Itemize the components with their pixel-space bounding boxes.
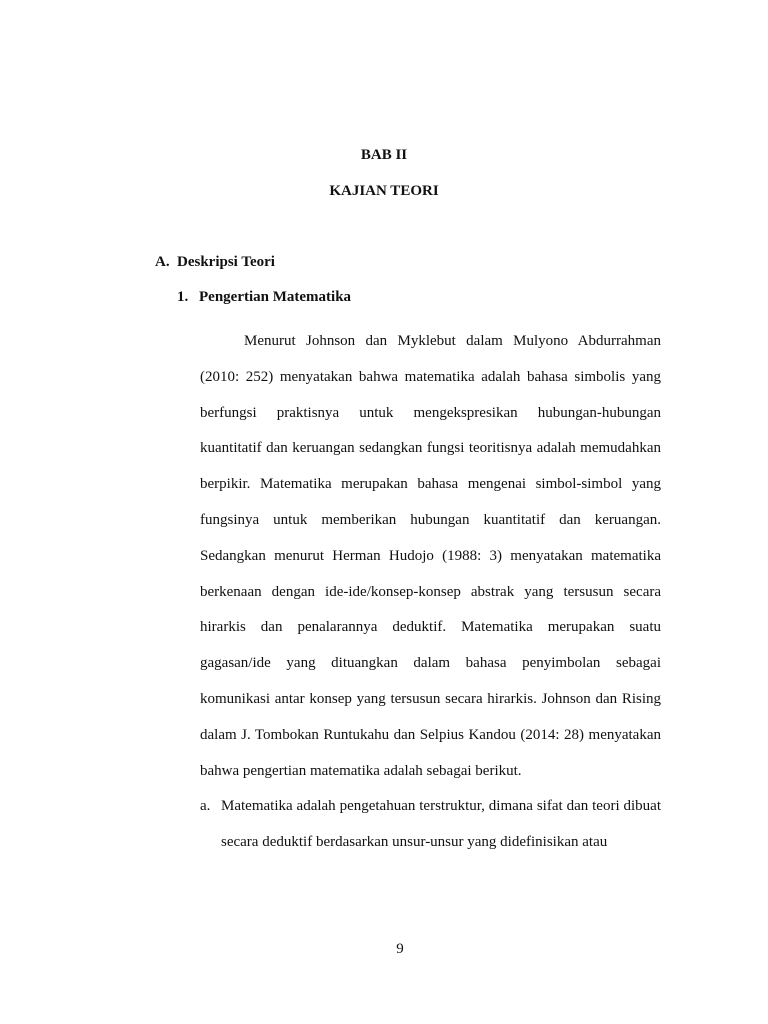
subsection-heading [177, 289, 351, 306]
page-number: 9 [396, 941, 404, 957]
list-item [200, 789, 661, 861]
subsection-title: Pengertian Matematika [199, 289, 352, 305]
section-title: Deskripsi Teori [177, 254, 275, 270]
list-item-text: Matematika adalah pengetahuan terstruktur, dimana sifat dan teori dibuat secara deduktif berdasarkan unsur-unsur yang didefinisikan atau [221, 798, 661, 850]
body-paragraph: Menurut Johnson dan Myklebut dalam Mulyono Abdurrahman (2010: 252) menyatakan bahwa matematika adalah bahasa simbolis yang berfungsi praktisnya untuk mengekspresikan hubungan-hubungan kuantitatif dan keruangan sedangkan fungsi teoritisnya adalah memudahkan berpikir. Matematika merupakan bahasa mengenai simbol-simbol yang fungsinya untuk memberikan hubungan kuantitatif dan keruangan. Sedangkan menurut Herman Hudojo (1988: 3) menyatakan matematika berkenaan dengan ide-ide/konsep-konsep abstrak yang tersusun secara hirarkis dan penalarannya deduktif. Matematika merupakan suatu gagasan/ide yang dituangkan dalam bahasa penyimbolan sebagai komunikasi antar konsep yang tersusun secara hirarkis. Johnson dan Rising dalam J. Tombokan Runtukahu dan Selpius Kandou (2014: 28) menyatakan bahwa pengertian matematika adalah sebagai berikut. [200, 333, 661, 779]
list-item-marker: a. [200, 798, 211, 814]
chapter-number: BAB II [360, 147, 408, 163]
section-marker: A. [155, 254, 170, 270]
chapter-title: KAJIAN TEORI [329, 183, 439, 199]
subsection-marker: 1. [177, 289, 189, 305]
section-heading [155, 254, 275, 271]
